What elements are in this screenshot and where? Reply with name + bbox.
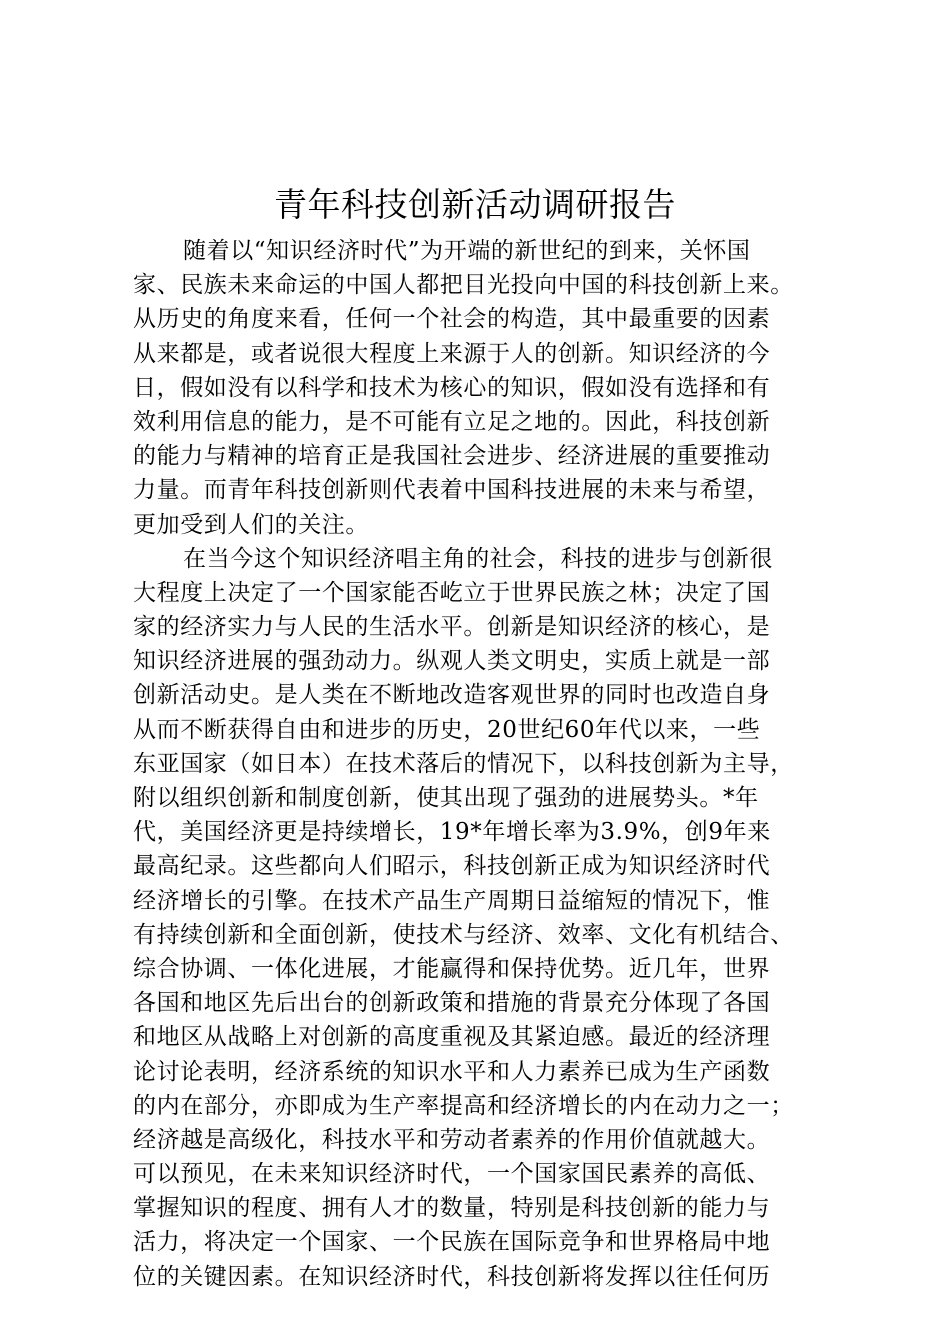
text-line: 和地区从战略上对创新的高度重视及其紧迫感。最近的经济理 bbox=[133, 1024, 771, 1051]
text-line: 经济增长的引擎。在技术产品生产周期日益缩短的情况下，惟 bbox=[133, 887, 771, 914]
document-title: 青年科技创新活动调研报告 bbox=[274, 185, 676, 224]
text-line: 附以组织创新和制度创新，使其出现了强劲的进展势头。*年 bbox=[133, 785, 759, 811]
text-line: 在当今这个知识经济唱主角的社会，科技的进步与创新很 bbox=[183, 545, 773, 572]
text-line: 创新活动史。是人类在不断地改造客观世界的同时也改造自身 bbox=[133, 682, 771, 709]
text-line: 的内在部分，亦即成为生产率提高和经济增长的内在动力之一； bbox=[133, 1092, 794, 1119]
text-line: 综合协调、一体化进展，才能赢得和保持优势。近几年，世界 bbox=[133, 955, 771, 982]
text-line: 力量。而青年科技创新则代表着中国科技进展的未来与希望， bbox=[133, 477, 771, 504]
text-line: 东亚国家（如日本）在技术落后的情况下，以科技创新为主导， bbox=[133, 750, 794, 777]
text-line: 的能力与精神的培育正是我国社会进步、经济进展的重要推动 bbox=[133, 443, 771, 470]
text-line: 各国和地区先后出台的创新政策和措施的背景充分体现了各国 bbox=[133, 990, 771, 1017]
text-line: 掌握知识的程度、拥有人才的数量，特别是科技创新的能力与 bbox=[133, 1195, 771, 1222]
text-line: 家、民族未来命运的中国人都把目光投向中国的科技创新上来。 bbox=[133, 272, 794, 299]
text-line: 从而不断获得自由和进步的历史，20世纪60年代以来，一些 bbox=[133, 716, 761, 743]
text-line: 经济越是高级化，科技水平和劳动者素养的作用价值就越大。 bbox=[133, 1126, 771, 1153]
text-line: 论讨论表明，经济系统的知识水平和人力素养已成为生产函数 bbox=[133, 1058, 771, 1085]
text-line: 有持续创新和全面创新，使技术与经济、效率、文化有机结合、 bbox=[133, 921, 794, 948]
text-line: 活力，将决定一个国家、一个民族在国际竞争和世界格局中地 bbox=[133, 1229, 771, 1256]
text-line: 代，美国经济更是持续增长，19*年增长率为3.9%，创9年来 bbox=[133, 819, 771, 846]
text-line: 效利用信息的能力，是不可能有立足之地的。因此，科技创新 bbox=[133, 408, 771, 435]
text-line: 日，假如没有以科学和技术为核心的知识，假如没有选择和有 bbox=[133, 374, 771, 401]
text-line: 位的关键因素。在知识经济时代，科技创新将发挥以往任何历 bbox=[133, 1263, 771, 1290]
text-line: 从历史的角度来看，任何一个社会的构造，其中最重要的因素 bbox=[133, 306, 771, 333]
text-line: 最高纪录。这些都向人们昭示，科技创新正成为知识经济时代 bbox=[133, 853, 771, 880]
paragraph-1 bbox=[133, 234, 853, 542]
text-line: 随着以“知识经济时代”为开端的新世纪的到来，关怀国 bbox=[183, 238, 751, 264]
text-line: 从来都是，或者说很大程度上来源于人的创新。知识经济的今 bbox=[133, 340, 771, 367]
text-line: 家的经济实力与人民的生活水平。创新是知识经济的核心，是 bbox=[133, 614, 771, 641]
text-line: 可以预见，在未来知识经济时代，一个国家国民素养的高低、 bbox=[133, 1161, 771, 1188]
text-line: 更加受到人们的关注。 bbox=[133, 511, 369, 538]
document-body bbox=[133, 234, 853, 1294]
text-line: 大程度上决定了一个国家能否屹立于世界民族之林；决定了国 bbox=[133, 579, 771, 606]
paragraph-2 bbox=[133, 542, 853, 1294]
text-line: 知识经济进展的强劲动力。纵观人类文明史，实质上就是一部 bbox=[133, 648, 771, 675]
